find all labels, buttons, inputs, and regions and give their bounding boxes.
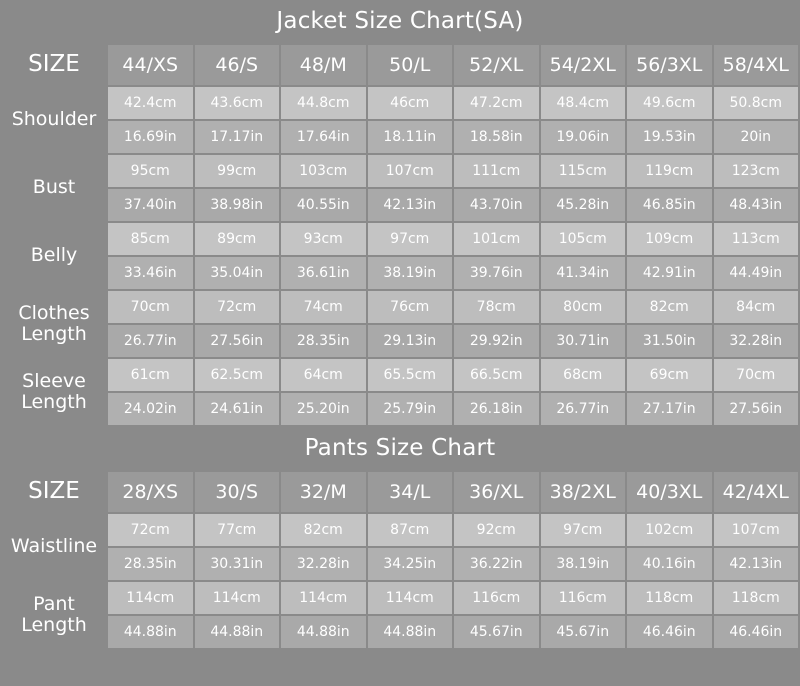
measurement-cell-cm: 72cm (107, 513, 194, 547)
measurement-cell-inch: 38.19in (540, 547, 627, 581)
measurement-cell-inch: 24.61in (194, 392, 281, 426)
measurement-cell-cm: 70cm (713, 358, 800, 392)
measurement-cell-inch: 35.04in (194, 256, 281, 290)
measurement-label: Waistline (1, 513, 107, 581)
table-row (1, 581, 799, 615)
measurement-cell-inch: 28.35in (280, 324, 367, 358)
measurement-cell-inch: 42.91in (626, 256, 713, 290)
size-header-label: SIZE (1, 471, 107, 513)
measurement-cell-inch: 41.34in (540, 256, 627, 290)
table-row (1, 222, 799, 256)
measurement-cell-cm: 46cm (367, 86, 454, 120)
measurement-cell-inch: 29.92in (453, 324, 540, 358)
size-header-cell: 40/3XL (626, 471, 713, 513)
table-row (1, 256, 799, 290)
measurement-cell-cm: 84cm (713, 290, 800, 324)
measurement-cell-cm: 123cm (713, 154, 800, 188)
measurement-cell-cm: 114cm (194, 581, 281, 615)
measurement-cell-inch: 17.64in (280, 120, 367, 154)
table-row (1, 324, 799, 358)
table-row (1, 120, 799, 154)
measurement-cell-cm: 97cm (367, 222, 454, 256)
measurement-cell-inch: 36.61in (280, 256, 367, 290)
measurement-cell-inch: 27.56in (713, 392, 800, 426)
table-row (1, 392, 799, 426)
measurement-label: Bust (1, 154, 107, 222)
size-header-cell: 38/2XL (540, 471, 627, 513)
table-row (1, 615, 799, 649)
measurement-cell-cm: 97cm (540, 513, 627, 547)
measurement-cell-inch: 45.67in (453, 615, 540, 649)
size-header-cell: 42/4XL (713, 471, 800, 513)
measurement-cell-cm: 77cm (194, 513, 281, 547)
measurement-cell-inch: 26.77in (107, 324, 194, 358)
measurement-cell-inch: 16.69in (107, 120, 194, 154)
measurement-cell-inch: 40.55in (280, 188, 367, 222)
measurement-cell-cm: 43.6cm (194, 86, 281, 120)
measurement-cell-cm: 115cm (540, 154, 627, 188)
size-header-cell: 54/2XL (540, 44, 627, 86)
size-header-cell: 36/XL (453, 471, 540, 513)
table-row (1, 358, 799, 392)
size-chart-table (0, 43, 800, 427)
measurement-cell-inch: 30.31in (194, 547, 281, 581)
table-row (1, 188, 799, 222)
size-header-cell: 32/M (280, 471, 367, 513)
measurement-cell-cm: 72cm (194, 290, 281, 324)
measurement-label: Clothes Length (1, 290, 107, 358)
measurement-cell-cm: 93cm (280, 222, 367, 256)
measurement-cell-inch: 42.13in (713, 547, 800, 581)
measurement-cell-inch: 46.85in (626, 188, 713, 222)
measurement-cell-cm: 105cm (540, 222, 627, 256)
measurement-cell-cm: 47.2cm (453, 86, 540, 120)
measurement-cell-cm: 65.5cm (367, 358, 454, 392)
size-header-cell: 52/XL (453, 44, 540, 86)
measurement-cell-cm: 61cm (107, 358, 194, 392)
measurement-cell-inch: 19.06in (540, 120, 627, 154)
measurement-cell-inch: 38.98in (194, 188, 281, 222)
measurement-cell-inch: 32.28in (713, 324, 800, 358)
measurement-cell-cm: 50.8cm (713, 86, 800, 120)
measurement-cell-cm: 119cm (626, 154, 713, 188)
table-row (1, 290, 799, 324)
measurement-cell-inch: 28.35in (107, 547, 194, 581)
measurement-cell-cm: 82cm (280, 513, 367, 547)
table-header-row (1, 471, 799, 513)
measurement-cell-inch: 27.17in (626, 392, 713, 426)
measurement-cell-inch: 44.88in (194, 615, 281, 649)
measurement-cell-inch: 27.56in (194, 324, 281, 358)
size-chart-table (0, 470, 800, 650)
measurement-label: Sleeve Length (1, 358, 107, 426)
measurement-cell-cm: 69cm (626, 358, 713, 392)
measurement-label: Pant Length (1, 581, 107, 649)
measurement-cell-inch: 20in (713, 120, 800, 154)
measurement-cell-inch: 34.25in (367, 547, 454, 581)
measurement-cell-cm: 68cm (540, 358, 627, 392)
measurement-cell-inch: 33.46in (107, 256, 194, 290)
size-header-cell: 28/XS (107, 471, 194, 513)
measurement-cell-inch: 42.13in (367, 188, 454, 222)
measurement-cell-cm: 99cm (194, 154, 281, 188)
measurement-cell-inch: 18.11in (367, 120, 454, 154)
measurement-cell-cm: 66.5cm (453, 358, 540, 392)
measurement-cell-cm: 102cm (626, 513, 713, 547)
size-header-cell: 56/3XL (626, 44, 713, 86)
measurement-cell-cm: 114cm (107, 581, 194, 615)
measurement-cell-inch: 44.49in (713, 256, 800, 290)
measurement-cell-inch: 43.70in (453, 188, 540, 222)
size-header-cell: 46/S (194, 44, 281, 86)
measurement-cell-inch: 46.46in (626, 615, 713, 649)
table-row (1, 547, 799, 581)
chart-title: Pants Size Chart (0, 427, 800, 470)
measurement-cell-cm: 87cm (367, 513, 454, 547)
measurement-cell-cm: 82cm (626, 290, 713, 324)
measurement-cell-cm: 76cm (367, 290, 454, 324)
measurement-cell-inch: 46.46in (713, 615, 800, 649)
measurement-cell-cm: 44.8cm (280, 86, 367, 120)
measurement-cell-cm: 116cm (453, 581, 540, 615)
measurement-cell-inch: 45.67in (540, 615, 627, 649)
measurement-cell-cm: 118cm (713, 581, 800, 615)
measurement-cell-cm: 62.5cm (194, 358, 281, 392)
measurement-cell-inch: 38.19in (367, 256, 454, 290)
measurement-cell-cm: 114cm (280, 581, 367, 615)
measurement-cell-inch: 26.77in (540, 392, 627, 426)
table-header-row (1, 44, 799, 86)
measurement-cell-inch: 29.13in (367, 324, 454, 358)
measurement-cell-cm: 70cm (107, 290, 194, 324)
measurement-cell-cm: 114cm (367, 581, 454, 615)
measurement-cell-inch: 26.18in (453, 392, 540, 426)
measurement-cell-cm: 92cm (453, 513, 540, 547)
measurement-cell-cm: 103cm (280, 154, 367, 188)
measurement-cell-inch: 45.28in (540, 188, 627, 222)
measurement-cell-inch: 37.40in (107, 188, 194, 222)
measurement-cell-inch: 44.88in (367, 615, 454, 649)
size-header-cell: 58/4XL (713, 44, 800, 86)
size-header-cell: 34/L (367, 471, 454, 513)
size-header-cell: 50/L (367, 44, 454, 86)
measurement-cell-cm: 78cm (453, 290, 540, 324)
measurement-cell-cm: 113cm (713, 222, 800, 256)
measurement-cell-inch: 32.28in (280, 547, 367, 581)
table-row (1, 86, 799, 120)
measurement-cell-cm: 49.6cm (626, 86, 713, 120)
measurement-cell-cm: 107cm (713, 513, 800, 547)
measurement-cell-inch: 39.76in (453, 256, 540, 290)
measurement-cell-inch: 30.71in (540, 324, 627, 358)
measurement-cell-cm: 42.4cm (107, 86, 194, 120)
measurement-cell-cm: 109cm (626, 222, 713, 256)
measurement-cell-cm: 89cm (194, 222, 281, 256)
chart-title: Jacket Size Chart(SA) (0, 0, 800, 43)
measurement-cell-cm: 118cm (626, 581, 713, 615)
table-row (1, 513, 799, 547)
table-row (1, 154, 799, 188)
measurement-cell-cm: 101cm (453, 222, 540, 256)
size-header-cell: 48/M (280, 44, 367, 86)
measurement-cell-inch: 40.16in (626, 547, 713, 581)
measurement-cell-inch: 24.02in (107, 392, 194, 426)
measurement-cell-cm: 48.4cm (540, 86, 627, 120)
measurement-cell-inch: 25.20in (280, 392, 367, 426)
measurement-cell-cm: 111cm (453, 154, 540, 188)
measurement-cell-cm: 80cm (540, 290, 627, 324)
measurement-cell-inch: 48.43in (713, 188, 800, 222)
size-header-cell: 44/XS (107, 44, 194, 86)
measurement-label: Shoulder (1, 86, 107, 154)
measurement-cell-inch: 18.58in (453, 120, 540, 154)
measurement-cell-inch: 17.17in (194, 120, 281, 154)
measurement-label: Belly (1, 222, 107, 290)
measurement-cell-cm: 74cm (280, 290, 367, 324)
measurement-cell-cm: 64cm (280, 358, 367, 392)
measurement-cell-inch: 25.79in (367, 392, 454, 426)
size-header-label: SIZE (1, 44, 107, 86)
size-header-cell: 30/S (194, 471, 281, 513)
measurement-cell-cm: 116cm (540, 581, 627, 615)
measurement-cell-cm: 107cm (367, 154, 454, 188)
measurement-cell-inch: 44.88in (280, 615, 367, 649)
measurement-cell-inch: 19.53in (626, 120, 713, 154)
measurement-cell-inch: 44.88in (107, 615, 194, 649)
measurement-cell-inch: 31.50in (626, 324, 713, 358)
measurement-cell-cm: 95cm (107, 154, 194, 188)
measurement-cell-cm: 85cm (107, 222, 194, 256)
measurement-cell-inch: 36.22in (453, 547, 540, 581)
